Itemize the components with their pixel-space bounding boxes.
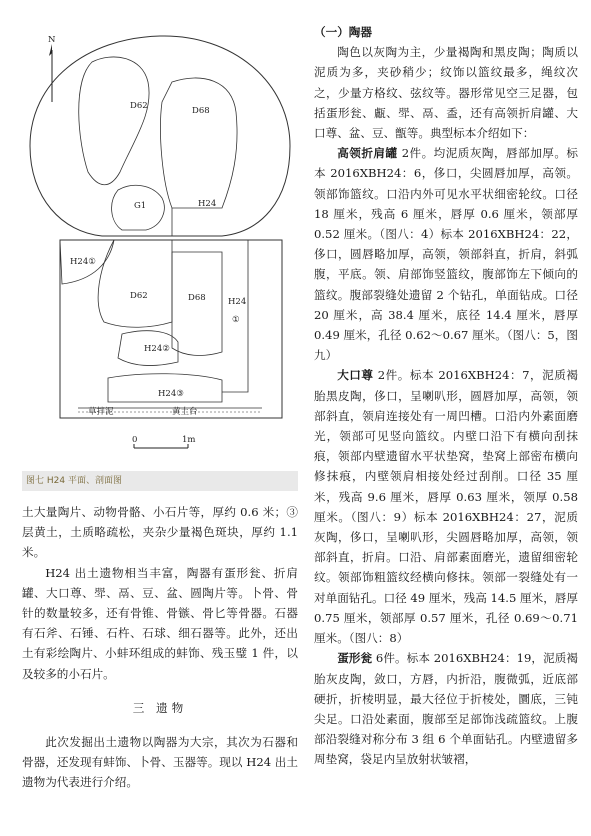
north-label: N: [48, 35, 56, 45]
term-gaolingzhejianguan: 高领折肩罐: [337, 146, 398, 161]
sec-h24-1-label: H24①: [70, 257, 96, 267]
huangtutai-label: 黄土台: [172, 407, 198, 417]
right-paragraph-3-text: 2件。标本 2016XBH24：7，泥质褐胎黑皮陶，侈口，呈喇叭形，圆唇加厚，高领，领部斜直，领肩连接处有一周凹槽。口沿内外素面磨光，领部可见竖向篮纹。内壁口沿下有横向刮抹痕，领部内壁遗留水平状垫窝，垫窝上部密布横向修抹痕，内壁领肩相接处经过刮削。口径 35 厘米，残高 9.6 厘米，唇厚 0.63 厘米，领厚 0.58 厘米。（图八：9）标本 2016XBH24：27，泥质灰陶，侈口，呈喇叭形，尖圆唇略加厚，高领，领部斜直，折肩。口沿、肩部素面磨光，遗留细密轮纹。领部饰粗篮纹经横向修抹。领部一裂缝处有一对单面钻孔。口径 49 厘米，残高 14.5 厘米，唇厚 0.75 厘米，领部厚 0.57 厘米，孔径 0.69～0.71 厘米。（图八：8）: [314, 368, 578, 646]
scale-1m-label: 1m: [182, 435, 196, 445]
plan-g1-label: G1: [134, 201, 147, 211]
left-paragraph-3: 此次发掘出土遗物以陶器为大宗，其次为石器和骨器，还发现有蚌饰、卜骨、玉器等。现以 H24 出土遗物为代表进行介绍。: [22, 735, 298, 790]
right-paragraph-2-text: 2件。均泥质灰陶，唇部加厚。标本 2016XBH24：6，侈口，尖圆唇加厚，高领。领部饰篮纹。口沿内外可见水平状细密轮纹。口径 18 厘米，残高 6 厘米，唇厚 0.6 厘米，领部厚 0.52 厘米。（图八：4）标本 2016XBH24：22，侈口，圆唇略加厚，高领，领部斜直，折肩，斜弧腹，平底。领、肩部饰竖篮纹，腹部饰左下倾向的篮纹。腹部裂缝处遗留 2 个钻孔，单面钻成。口径 20 厘米，高 38.4 厘米，底径 14.4 厘米，唇厚 0.49 厘米，孔径 0.62～0.67 厘米。（图八：5，图九）: [314, 146, 578, 363]
north-arrow: [48, 35, 56, 102]
sec-h24-right-label: H24: [228, 297, 247, 307]
term-dakouzun: 大口尊: [337, 368, 374, 383]
figure-drawing: [22, 22, 298, 468]
right-paragraph-4-text: 6件。标本 2016XBH24：19，泥质褐胎灰皮陶，敛口，方唇，内折沿，腹微弧，近底部硬折，折棱明显，最大径位于折棱处，圜底，三钝尖足。口沿处素面，腹部至足部饰浅疏篮纹。上腹部沿裂缝对称分布 3 组 6 个单面钻孔。内壁遗留多周垫窝，袋足内呈放射状皱褶，: [314, 651, 578, 767]
sec-circle1-label: ①: [232, 315, 240, 325]
right-paragraph-4: [314, 648, 578, 769]
sec-d68-label: D68: [188, 293, 206, 303]
right-paragraph-2: [314, 143, 578, 365]
plan-d68-label: D68: [192, 106, 210, 116]
caoban-label: 草拌泥: [88, 407, 114, 417]
term-danxingweng: 蛋形瓮: [337, 651, 373, 666]
sec-h24-3-label: H24③: [158, 389, 184, 399]
sec-d62-label: D62: [130, 291, 148, 301]
right-paragraph-3: [314, 365, 578, 648]
right-paragraph-1: 陶色以灰陶为主，少量褐陶和黑皮陶；陶质以泥质为多，夹砂稍少；纹饰以篮纹最多，绳纹次之，少量方格纹、弦纹等。器形常见空三足器，包括蛋形瓮、甗、斝、鬲、盉，还有高领折肩罐、大口尊、盆、豆、甑等。典型标本介绍如下：: [314, 45, 578, 141]
plan-d62-label: D62: [130, 101, 148, 111]
figure-caption: 图七 H24 平面、剖面图: [22, 471, 298, 491]
right-column: [314, 22, 578, 770]
sec-h24-2-label: H24②: [144, 344, 170, 354]
scale-0-label: 0: [132, 435, 138, 445]
plan-h24-label: H24: [198, 199, 217, 209]
subsection-heading: （一）陶器: [314, 25, 372, 39]
left-column: [22, 502, 298, 793]
left-paragraph-1: 土大量陶片、动物骨骼、小石片等，厚约 0.6 米；③层黄土，土质略疏松，夹杂少量褐色斑块，厚约 1.1 米。: [22, 505, 298, 560]
left-paragraph-2: H24 出土遗物相当丰富，陶器有蛋形瓮、折肩罐、大口尊、斝、鬲、豆、盆、圆陶片等。卜骨、骨针的数量较多，还有骨锥、骨镞、骨匕等骨器。石器有石斧、石锤、石杵、石球、细石器等。此外，还出土有彩绘陶片、小蚌环组成的蚌饰、残玉璧 1 件，以及较多的小石片。: [22, 565, 298, 681]
figure-h24: [22, 22, 298, 468]
scale-bar: [132, 435, 195, 448]
section-title: 三 遗物: [132, 700, 188, 715]
